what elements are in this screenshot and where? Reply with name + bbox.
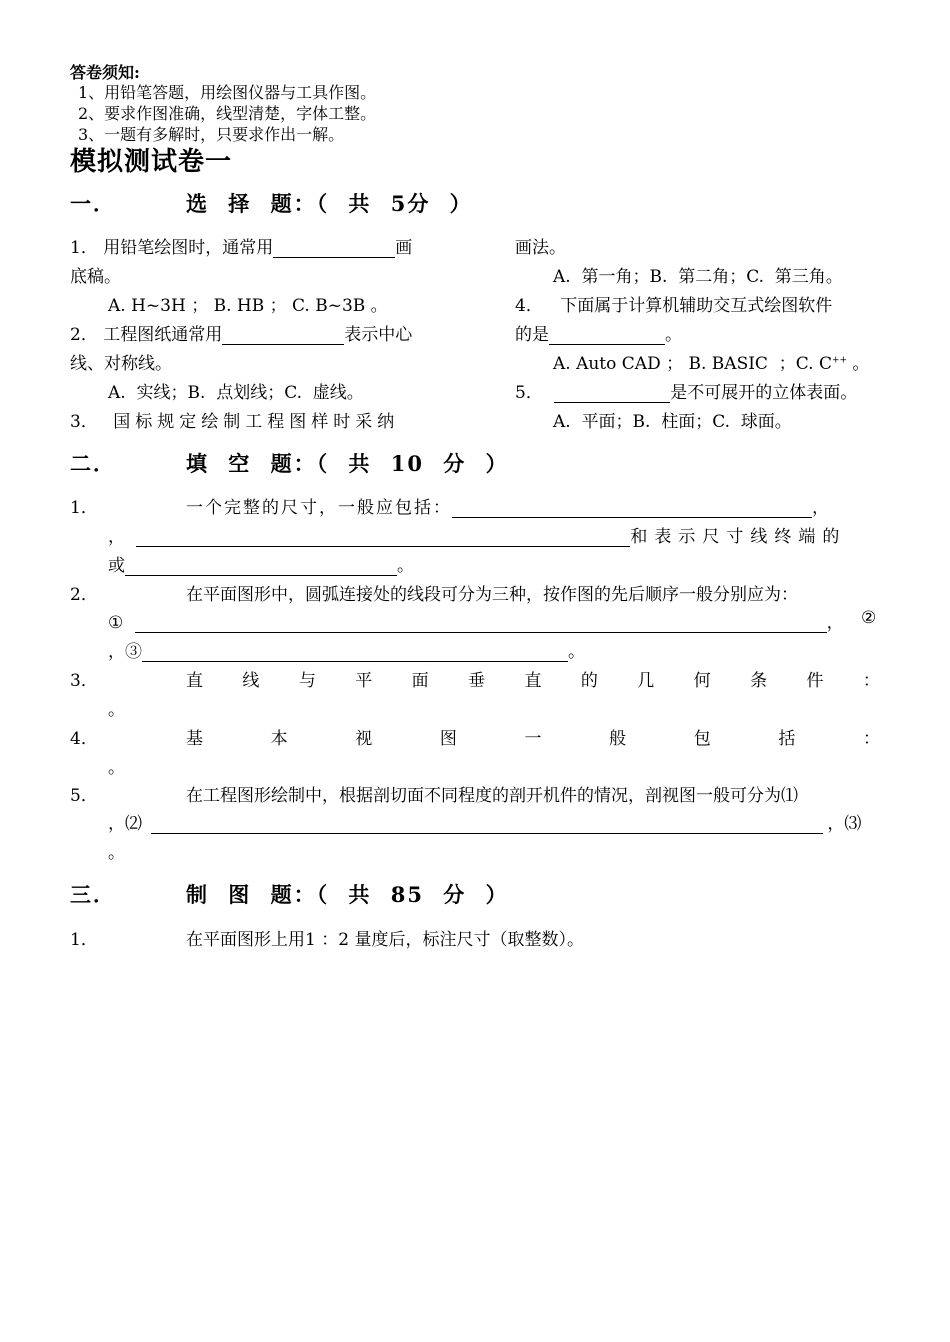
s2-q3-char: 直 [186,671,203,691]
s1-q1-num: 1． [70,238,98,258]
s2-q5-blank[interactable] [151,816,823,834]
s1-q1-blank[interactable] [273,240,395,258]
s2-q3-char: 与 [298,671,316,691]
s1-q2-line1 [70,320,412,345]
notice-title: 答卷须知: [70,63,140,82]
s2-q1-num: 1． [70,498,98,518]
s2-q1-blank-2[interactable] [136,529,630,547]
s2-q4-text [186,724,880,749]
s2-q3-char: 件 [806,671,824,691]
s1-q2-cont: 线、对称线。 [70,354,172,374]
s2-q5-l2-pre: ，⑵ [108,814,142,834]
paper-title: 模拟测试卷一 [70,147,233,177]
s1-q4-blank[interactable] [549,327,665,345]
s1-q5-post: 是不可展开的立体表面。 [670,383,858,403]
section1-number: 一． [70,191,116,216]
s2-q4-char: 基 [186,729,203,749]
s2-q1-l3-start: 或 [108,556,125,576]
notice-item-1: 1、用铅笔答题，用绘图仪器与工具作图。 [78,83,377,102]
s2-q4-char: 包 [693,729,711,749]
s3-q1-text: 在平面图形上用1 ：2 量度后，标注尺寸（取整数）。 [186,930,584,950]
s2-q5-l3: 。 [108,843,125,863]
s2-q3-end: 。 [108,700,125,720]
s2-q3-char: 几 [637,671,655,691]
s2-q1-text: 一个完整的尺寸，一般应包括： [186,498,452,518]
s2-q3-char: 条 [750,671,768,691]
s1-q2-post: 表示中心 [344,325,413,345]
s1-q5-options: A. 平面；B. 柱面；C. 球面。 [553,412,792,432]
s2-q4-char: 视 [355,729,373,749]
s2-q5-l2-end: ，⑶ [827,814,862,834]
s2-q3-char: 平 [355,671,373,691]
s1-q4-cont [515,320,682,345]
s1-q3-cont: 画法。 [515,238,566,258]
s2-q4-char: 一 [524,729,542,749]
section3-title: 制 图 题：（ 共 85 分 ） [186,882,509,907]
s1-q4-options-post: 。 [852,354,870,374]
s1-q2-options: A. 实线；B. 点划线；C. 虚线。 [108,383,364,403]
s2-q3-char: ： [862,671,880,691]
s2-q2-c2-sep: ， [826,613,844,633]
section1-title: 选 择 题：（ 共 5分 ） [186,191,473,216]
s1-q4-options-sup: ++ [831,355,848,366]
s1-q1-post: 画 [395,238,413,258]
s2-q1-l2-start: ， [108,527,125,547]
s1-q4-options [553,349,869,374]
section3-number: 三． [70,882,116,907]
notice-item-2: 2、要求作图准确，线型清楚，字体工整。 [78,104,377,123]
s1-q2-num: 2． [70,325,98,345]
s1-q4-line1 [515,291,832,316]
s2-q1-line3 [108,551,414,576]
s2-q1-l2-end: 和表示尺寸线终端的 [630,527,847,547]
notice-item-3: 3、一题有多解时，只要求作出一解。 [78,125,345,144]
s2-q2-c3-end: 。 [568,642,585,662]
s2-q3-char: 的 [580,671,598,691]
s2-q2-line2 [108,608,844,633]
section2-title: 填 空 题：（ 共 10 分 ） [186,451,509,476]
s2-q1-blank-3[interactable] [125,558,397,576]
s1-q1-options: A. H~3H ； B. HB ； C. B~3B 。 [108,296,388,316]
s2-q2-num: 2． [70,585,98,605]
s2-q5-text: 在工程图形绘制中，根据剖切面不同程度的剖开机件的情况，剖视图一般可分为⑴ [186,786,798,806]
s1-q4-num: 4． [515,296,543,316]
s1-q3-text: 国标规定绘制工程图样时采纳 [113,412,400,432]
s2-q4-end: 。 [108,758,125,778]
s1-q1-line1 [70,233,412,258]
s2-q1-line1 [186,493,829,518]
s1-q4-options-pre: A. Auto CAD ； B. BASIC ；C. C [553,354,832,374]
s1-q4-cont-pre: 的是 [515,325,549,345]
s1-q5-blank[interactable] [554,385,670,403]
s2-q1-end: ， [812,498,829,518]
s2-q2-c3-pre: ，③ [108,642,142,662]
s2-q2-c1: ① [108,613,124,633]
s1-q3-line1 [70,407,399,432]
s2-q4-char: 般 [609,729,627,749]
s2-q2-blank-1[interactable] [135,615,827,633]
s1-q5-num: 5． [515,383,543,403]
s1-q2-pre: 工程图纸通常用 [103,325,223,345]
s1-q1-cont: 底稿。 [70,267,121,287]
s2-q4-char: 本 [270,729,288,749]
s2-q3-text [186,666,880,691]
s1-q3-options: A. 第一角；B. 第二角；C. 第三角。 [553,267,843,287]
s1-q2-blank[interactable] [222,327,344,345]
s2-q4-char: 括 [778,729,796,749]
s2-q3-char: 线 [242,671,260,691]
s2-q1-blank-1[interactable] [452,500,812,518]
s2-q5-num: 5． [70,786,98,806]
s2-q2-c2: ② [861,608,877,628]
s2-q3-char: 何 [693,671,711,691]
s2-q4-char: ： [863,729,880,749]
s1-q5-line1 [515,378,857,403]
s2-q2-text: 在平面图形中，圆弧连接处的线段可分为三种，按作图的先后顺序一般分别应为： [186,585,798,605]
s1-q3-num: 3． [70,412,98,432]
s1-q4-text: 下面属于计算机辅助交互式绘图软件 [560,296,833,316]
s2-q3-num: 3． [70,671,98,691]
s2-q1-line2 [108,522,846,547]
s2-q5-line2 [108,809,861,834]
s2-q3-char: 直 [524,671,542,691]
s2-q4-num: 4． [70,729,98,749]
s2-q3-char: 垂 [468,671,486,691]
s2-q3-char: 面 [411,671,429,691]
s1-q4-cont-post: 。 [665,325,682,345]
s2-q1-l3-end: 。 [397,556,414,576]
s2-q2-blank-2[interactable] [142,644,568,662]
s2-q2-line3 [108,637,585,662]
s1-q1-pre: 用铅笔绘图时，通常用 [103,238,274,258]
s3-q1-num: 1． [70,930,98,950]
s2-q4-char: 图 [439,729,457,749]
section2-number: 二． [70,451,116,476]
